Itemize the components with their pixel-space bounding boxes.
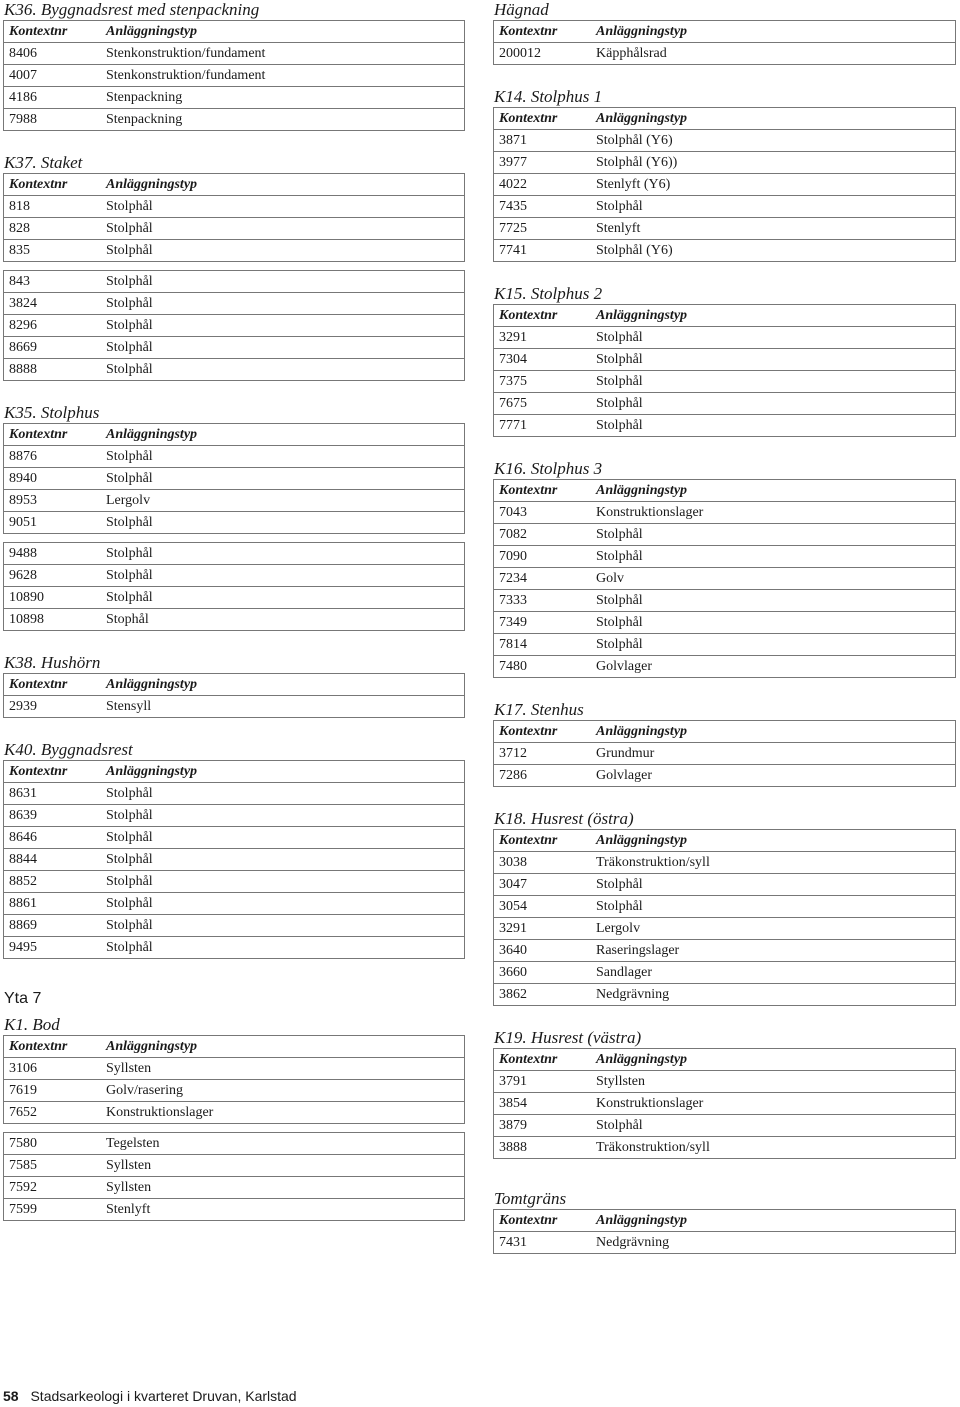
anlaggningstyp-cell: Stolphål — [591, 196, 956, 218]
anlaggningstyp-cell: Stolphål — [101, 565, 465, 587]
table-header-row — [4, 21, 465, 43]
kontextnr-cell: 3291 — [494, 918, 592, 940]
table-header-row — [494, 1210, 956, 1232]
anlaggningstyp-cell: Stolphål — [101, 337, 465, 359]
kontextnr-cell: 7090 — [494, 546, 592, 568]
kontextnr-cell: 4007 — [4, 65, 102, 87]
table-row — [494, 896, 956, 918]
anlaggningstyp-cell: Stolphål — [101, 315, 465, 337]
table-row — [494, 984, 956, 1006]
section-title-k14: K14. Stolphus 1 — [494, 87, 603, 106]
column-header-kontextnr: Kontextnr — [494, 21, 592, 43]
column-header-anlaggningstyp: Anläggningstyp — [591, 830, 956, 852]
table-row — [494, 940, 956, 962]
anlaggningstyp-cell: Raseringslager — [591, 940, 956, 962]
kontextnr-cell: 9488 — [4, 543, 102, 565]
column-header-anlaggningstyp: Anläggningstyp — [591, 108, 956, 130]
kontextnr-cell: 7286 — [494, 765, 592, 787]
section-title-k17: K17. Stenhus — [494, 700, 584, 719]
kontextnr-cell: 8953 — [4, 490, 102, 512]
kontextnr-cell: 7333 — [494, 590, 592, 612]
column-header-anlaggningstyp: Anläggningstyp — [101, 674, 465, 696]
kontextnr-cell: 7234 — [494, 568, 592, 590]
column-header-anlaggningstyp: Anläggningstyp — [101, 174, 465, 196]
kontextnr-cell: 8888 — [4, 359, 102, 381]
table-row — [4, 937, 465, 959]
page-footer — [3, 1388, 297, 1404]
column-header-kontextnr: Kontextnr — [4, 761, 102, 783]
kontextnr-cell: 10890 — [4, 587, 102, 609]
kontextnr-cell: 3791 — [494, 1071, 592, 1093]
table-k1-part-2 — [3, 1132, 465, 1221]
table-k35-part-1 — [3, 423, 465, 534]
column-header-kontextnr: Kontextnr — [494, 721, 592, 743]
table-header-row — [494, 721, 956, 743]
kontextnr-cell: 7349 — [494, 612, 592, 634]
anlaggningstyp-cell: Konstruktionslager — [591, 1093, 956, 1115]
kontextnr-cell: 835 — [4, 240, 102, 262]
kontextnr-cell: 7814 — [494, 634, 592, 656]
table-hagnad — [493, 20, 956, 65]
anlaggningstyp-cell: Stolphål — [101, 512, 465, 534]
table-row — [4, 1102, 465, 1124]
table-row — [4, 468, 465, 490]
column-header-kontextnr: Kontextnr — [4, 21, 102, 43]
section-title-hagnad: Hägnad — [494, 0, 549, 19]
table-row — [4, 315, 465, 337]
anlaggningstyp-cell: Golv — [591, 568, 956, 590]
table-row — [4, 805, 465, 827]
anlaggningstyp-cell: Stolphål — [591, 393, 956, 415]
anlaggningstyp-cell: Träkonstruktion/syll — [591, 1137, 956, 1159]
kontextnr-cell: 7988 — [4, 109, 102, 131]
anlaggningstyp-cell: Stolphål (Y6) — [591, 240, 956, 262]
table-k37-part-1 — [3, 173, 465, 262]
anlaggningstyp-cell: Käpphålsrad — [591, 43, 956, 65]
kontextnr-cell: 7741 — [494, 240, 592, 262]
anlaggningstyp-cell: Stolphål — [101, 293, 465, 315]
column-header-kontextnr: Kontextnr — [494, 108, 592, 130]
column-header-anlaggningstyp: Anläggningstyp — [591, 21, 956, 43]
kontextnr-cell: 3106 — [4, 1058, 102, 1080]
table-header-row — [4, 761, 465, 783]
table-row — [494, 130, 956, 152]
table-row — [494, 1137, 956, 1159]
table-row — [494, 502, 956, 524]
table-k19 — [493, 1048, 956, 1159]
kontextnr-cell: 9628 — [4, 565, 102, 587]
column-header-kontextnr: Kontextnr — [494, 1049, 592, 1071]
anlaggningstyp-cell: Lergolv — [101, 490, 465, 512]
table-header-row — [494, 480, 956, 502]
column-header-kontextnr: Kontextnr — [4, 1036, 102, 1058]
kontextnr-cell: 200012 — [494, 43, 592, 65]
anlaggningstyp-cell: Sandlager — [591, 962, 956, 984]
table-row — [494, 852, 956, 874]
anlaggningstyp-cell: Nedgrävning — [591, 984, 956, 1006]
table-row — [4, 543, 465, 565]
table-row — [494, 1093, 956, 1115]
page-number: 58 — [3, 1388, 19, 1404]
table-header-row — [4, 424, 465, 446]
kontextnr-cell: 8940 — [4, 468, 102, 490]
kontextnr-cell: 7652 — [4, 1102, 102, 1124]
kontextnr-cell: 7675 — [494, 393, 592, 415]
table-row — [4, 512, 465, 534]
anlaggningstyp-cell: Stenkonstruktion/fundament — [101, 43, 465, 65]
table-row — [494, 524, 956, 546]
table-k18 — [493, 829, 956, 1006]
table-row — [4, 1058, 465, 1080]
kontextnr-cell: 3712 — [494, 743, 592, 765]
anlaggningstyp-cell: Stolphål — [591, 896, 956, 918]
table-row — [494, 371, 956, 393]
anlaggningstyp-cell: Stolphål — [101, 937, 465, 959]
kontextnr-cell: 3879 — [494, 1115, 592, 1137]
anlaggningstyp-cell: Stolphål — [101, 468, 465, 490]
table-row — [4, 490, 465, 512]
kontextnr-cell: 3640 — [494, 940, 592, 962]
table-k14 — [493, 107, 956, 262]
kontextnr-cell: 8876 — [4, 446, 102, 468]
section-title-k36: K36. Byggnadsrest med stenpackning — [4, 0, 260, 19]
column-header-anlaggningstyp: Anläggningstyp — [101, 21, 465, 43]
table-row — [4, 915, 465, 937]
table-row — [494, 218, 956, 240]
table-row — [4, 271, 465, 293]
table-row — [4, 1155, 465, 1177]
anlaggningstyp-cell: Stenlyft — [591, 218, 956, 240]
table-header-row — [494, 830, 956, 852]
table-row — [494, 612, 956, 634]
anlaggningstyp-cell: Stolphål — [591, 371, 956, 393]
kontextnr-cell: 4022 — [494, 174, 592, 196]
kontextnr-cell: 7580 — [4, 1133, 102, 1155]
kontextnr-cell: 8861 — [4, 893, 102, 915]
table-row — [4, 293, 465, 315]
kontextnr-cell: 7431 — [494, 1232, 592, 1254]
table-row — [494, 765, 956, 787]
table-k36 — [3, 20, 465, 131]
table-row — [4, 1133, 465, 1155]
kontextnr-cell: 3047 — [494, 874, 592, 896]
anlaggningstyp-cell: Stolphål — [101, 915, 465, 937]
anlaggningstyp-cell: Stolphål — [591, 612, 956, 634]
table-row — [4, 109, 465, 131]
kontextnr-cell: 7082 — [494, 524, 592, 546]
table-k37-part-2 — [3, 270, 465, 381]
table-row — [4, 337, 465, 359]
anlaggningstyp-cell: Nedgrävning — [591, 1232, 956, 1254]
kontextnr-cell: 3854 — [494, 1093, 592, 1115]
kontextnr-cell: 3862 — [494, 984, 592, 1006]
section-title-k40: K40. Byggnadsrest — [4, 740, 133, 759]
table-row — [4, 565, 465, 587]
column-header-anlaggningstyp: Anläggningstyp — [101, 761, 465, 783]
table-row — [494, 393, 956, 415]
kontextnr-cell: 3291 — [494, 327, 592, 349]
anlaggningstyp-cell: Stenkonstruktion/fundament — [101, 65, 465, 87]
anlaggningstyp-cell: Stolphål — [101, 805, 465, 827]
anlaggningstyp-cell: Stolphål — [101, 543, 465, 565]
kontextnr-cell: 7585 — [4, 1155, 102, 1177]
table-tomtgrans — [493, 1209, 956, 1254]
left-column — [3, 0, 465, 1221]
anlaggningstyp-cell: Träkonstruktion/syll — [591, 852, 956, 874]
column-header-anlaggningstyp: Anläggningstyp — [591, 721, 956, 743]
anlaggningstyp-cell: Stolphål — [101, 893, 465, 915]
column-header-anlaggningstyp: Anläggningstyp — [591, 305, 956, 327]
column-header-kontextnr: Kontextnr — [494, 1210, 592, 1232]
table-row — [4, 218, 465, 240]
table-row — [4, 1080, 465, 1102]
table-k15 — [493, 304, 956, 437]
kontextnr-cell: 8669 — [4, 337, 102, 359]
table-row — [4, 696, 465, 718]
anlaggningstyp-cell: Syllsten — [101, 1058, 465, 1080]
table-row — [494, 1115, 956, 1137]
anlaggningstyp-cell: Syllsten — [101, 1177, 465, 1199]
section-title-k15: K15. Stolphus 2 — [494, 284, 603, 303]
table-row — [494, 240, 956, 262]
anlaggningstyp-cell: Stophål — [101, 609, 465, 631]
anlaggningstyp-cell: Stolphål — [101, 871, 465, 893]
anlaggningstyp-cell: Stolphål — [591, 524, 956, 546]
anlaggningstyp-cell: Stenlyft (Y6) — [591, 174, 956, 196]
anlaggningstyp-cell: Syllsten — [101, 1155, 465, 1177]
kontextnr-cell: 7771 — [494, 415, 592, 437]
table-header-row — [494, 305, 956, 327]
anlaggningstyp-cell: Stolphål — [591, 590, 956, 612]
anlaggningstyp-cell: Golvlager — [591, 765, 956, 787]
anlaggningstyp-cell: Golvlager — [591, 656, 956, 678]
anlaggningstyp-cell: Stolphål — [591, 415, 956, 437]
anlaggningstyp-cell: Stolphål — [101, 849, 465, 871]
anlaggningstyp-cell: Stolphål — [591, 1115, 956, 1137]
table-row — [494, 43, 956, 65]
table-row — [4, 65, 465, 87]
table-row — [4, 587, 465, 609]
anlaggningstyp-cell: Stolphål — [101, 587, 465, 609]
table-row — [4, 609, 465, 631]
anlaggningstyp-cell: Stenpackning — [101, 87, 465, 109]
kontextnr-cell: 3824 — [4, 293, 102, 315]
anlaggningstyp-cell: Stolphål — [101, 827, 465, 849]
column-header-anlaggningstyp: Anläggningstyp — [591, 480, 956, 502]
kontextnr-cell: 9051 — [4, 512, 102, 534]
anlaggningstyp-cell: Stolphål — [101, 446, 465, 468]
kontextnr-cell: 7480 — [494, 656, 592, 678]
kontextnr-cell: 8869 — [4, 915, 102, 937]
column-header-kontextnr: Kontextnr — [4, 174, 102, 196]
table-row — [494, 656, 956, 678]
kontextnr-cell: 818 — [4, 196, 102, 218]
table-row — [494, 962, 956, 984]
kontextnr-cell: 7304 — [494, 349, 592, 371]
kontextnr-cell: 8296 — [4, 315, 102, 337]
column-header-kontextnr: Kontextnr — [494, 830, 592, 852]
section-title-k19: K19. Husrest (västra) — [494, 1028, 642, 1047]
kontextnr-cell: 8844 — [4, 849, 102, 871]
anlaggningstyp-cell: Stolphål (Y6)) — [591, 152, 956, 174]
kontextnr-cell: 7725 — [494, 218, 592, 240]
kontextnr-cell: 3054 — [494, 896, 592, 918]
table-row — [494, 568, 956, 590]
kontextnr-cell: 2939 — [4, 696, 102, 718]
kontextnr-cell: 843 — [4, 271, 102, 293]
table-row — [494, 1071, 956, 1093]
table-k1-part-1 — [3, 1035, 465, 1124]
publication-title: Stadsarkeologi i kvarteret Druvan, Karlstad — [30, 1388, 297, 1404]
table-row — [494, 174, 956, 196]
anlaggningstyp-cell: Golv/rasering — [101, 1080, 465, 1102]
table-row — [4, 827, 465, 849]
anlaggningstyp-cell: Stolphål — [101, 783, 465, 805]
anlaggningstyp-cell: Stolphål — [101, 271, 465, 293]
kontextnr-cell: 3038 — [494, 852, 592, 874]
anlaggningstyp-cell: Stolphål — [101, 359, 465, 381]
table-row — [494, 590, 956, 612]
kontextnr-cell: 9495 — [4, 937, 102, 959]
column-header-anlaggningstyp: Anläggningstyp — [101, 424, 465, 446]
anlaggningstyp-cell: Lergolv — [591, 918, 956, 940]
anlaggningstyp-cell: Stolphål — [591, 634, 956, 656]
anlaggningstyp-cell: Konstruktionslager — [101, 1102, 465, 1124]
area-title-yta7: Yta 7 — [4, 990, 42, 1007]
table-row — [4, 893, 465, 915]
anlaggningstyp-cell: Stenpackning — [101, 109, 465, 131]
kontextnr-cell: 8631 — [4, 783, 102, 805]
table-row — [4, 446, 465, 468]
section-title-k1: K1. Bod — [4, 1015, 60, 1034]
anlaggningstyp-cell: Stolphål — [591, 874, 956, 896]
anlaggningstyp-cell: Stolphål — [101, 240, 465, 262]
anlaggningstyp-cell: Styllsten — [591, 1071, 956, 1093]
anlaggningstyp-cell: Stolphål (Y6) — [591, 130, 956, 152]
section-title-k38: K38. Hushörn — [4, 653, 101, 672]
table-k38 — [3, 673, 465, 718]
column-header-anlaggningstyp: Anläggningstyp — [591, 1049, 956, 1071]
table-row — [4, 196, 465, 218]
section-title-k37: K37. Staket — [4, 153, 83, 172]
table-row — [494, 196, 956, 218]
kontextnr-cell: 3871 — [494, 130, 592, 152]
section-title-tomtgrans: Tomtgräns — [494, 1189, 567, 1208]
anlaggningstyp-cell: Stensyll — [101, 696, 465, 718]
anlaggningstyp-cell: Stenlyft — [101, 1199, 465, 1221]
column-header-kontextnr: Kontextnr — [4, 674, 102, 696]
kontextnr-cell: 7599 — [4, 1199, 102, 1221]
table-row — [4, 783, 465, 805]
table-row — [494, 327, 956, 349]
table-row — [494, 546, 956, 568]
column-header-anlaggningstyp: Anläggningstyp — [591, 1210, 956, 1232]
table-k17 — [493, 720, 956, 787]
kontextnr-cell: 7619 — [4, 1080, 102, 1102]
kontextnr-cell: 7592 — [4, 1177, 102, 1199]
kontextnr-cell: 8646 — [4, 827, 102, 849]
table-row — [494, 1232, 956, 1254]
table-header-row — [4, 1036, 465, 1058]
anlaggningstyp-cell: Tegelsten — [101, 1133, 465, 1155]
section-title-k35: K35. Stolphus — [4, 403, 100, 422]
column-header-kontextnr: Kontextnr — [494, 480, 592, 502]
table-row — [4, 87, 465, 109]
kontextnr-cell: 10898 — [4, 609, 102, 631]
kontextnr-cell: 7435 — [494, 196, 592, 218]
kontextnr-cell: 3888 — [494, 1137, 592, 1159]
kontextnr-cell: 8406 — [4, 43, 102, 65]
section-title-k18: K18. Husrest (östra) — [494, 809, 634, 828]
anlaggningstyp-cell: Stolphål — [591, 546, 956, 568]
anlaggningstyp-cell: Stolphål — [591, 327, 956, 349]
anlaggningstyp-cell: Stolphål — [101, 218, 465, 240]
kontextnr-cell: 8852 — [4, 871, 102, 893]
kontextnr-cell: 7043 — [494, 502, 592, 524]
table-row — [494, 918, 956, 940]
table-row — [4, 871, 465, 893]
kontextnr-cell: 7375 — [494, 371, 592, 393]
section-title-k16: K16. Stolphus 3 — [494, 459, 603, 478]
table-row — [4, 1199, 465, 1221]
kontextnr-cell: 8639 — [4, 805, 102, 827]
table-row — [4, 43, 465, 65]
table-row — [4, 1177, 465, 1199]
kontextnr-cell: 828 — [4, 218, 102, 240]
table-header-row — [494, 1049, 956, 1071]
anlaggningstyp-cell: Grundmur — [591, 743, 956, 765]
table-row — [494, 349, 956, 371]
table-k40 — [3, 760, 465, 959]
table-header-row — [4, 174, 465, 196]
kontextnr-cell: 3660 — [494, 962, 592, 984]
anlaggningstyp-cell: Stolphål — [591, 349, 956, 371]
table-k16 — [493, 479, 956, 678]
column-header-kontextnr: Kontextnr — [494, 305, 592, 327]
anlaggningstyp-cell: Stolphål — [101, 196, 465, 218]
kontextnr-cell: 3977 — [494, 152, 592, 174]
table-row — [4, 359, 465, 381]
column-header-kontextnr: Kontextnr — [4, 424, 102, 446]
table-row — [494, 743, 956, 765]
table-row — [494, 874, 956, 896]
table-row — [4, 849, 465, 871]
table-row — [494, 634, 956, 656]
table-k35-part-2 — [3, 542, 465, 631]
kontextnr-cell: 4186 — [4, 87, 102, 109]
table-header-row — [4, 674, 465, 696]
anlaggningstyp-cell: Konstruktionslager — [591, 502, 956, 524]
table-header-row — [494, 108, 956, 130]
table-row — [494, 152, 956, 174]
right-column — [493, 0, 956, 1254]
column-header-anlaggningstyp: Anläggningstyp — [101, 1036, 465, 1058]
table-header-row — [494, 21, 956, 43]
table-row — [494, 415, 956, 437]
table-row — [4, 240, 465, 262]
